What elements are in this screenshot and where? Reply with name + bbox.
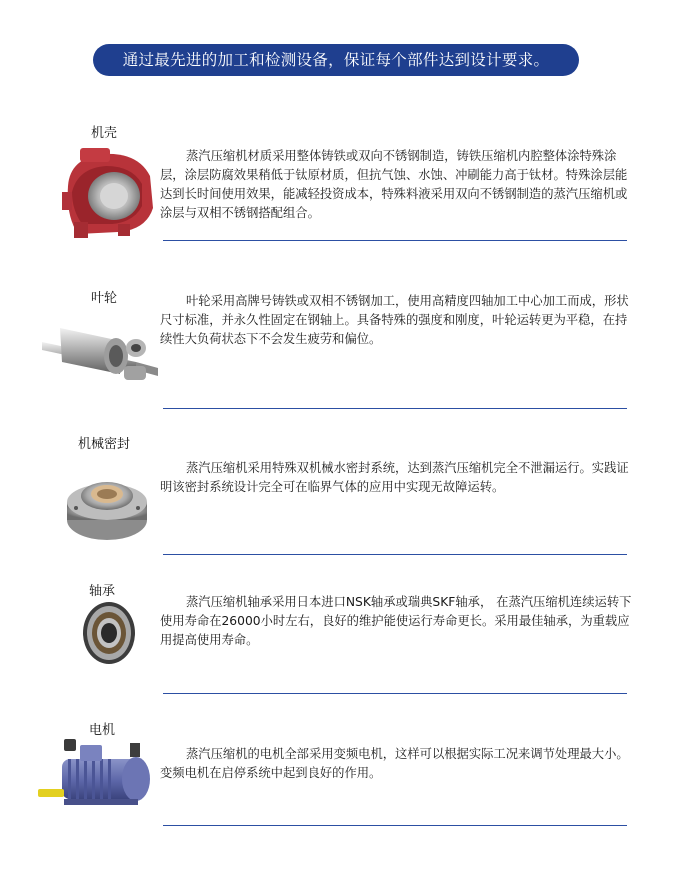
section-description: 蒸汽压缩机材质采用整体铸铁或双向不锈钢制造，铸铁压缩机内腔整体涂特殊涂层，涂层防腐效果稍低于钛原材质，但抗气蚀、水蚀、冲刷能力高于钛材。特殊涂层能达到长时间使用效果，能减轻投资成本，特殊料液采用双向不锈钢制造的蒸汽压缩机或涂层与双相不锈钢搭配组合。 [160,149,628,220]
section-title: 电机 [89,723,116,738]
electric-motor-icon [34,737,158,819]
bearing-icon [82,601,136,669]
section-description: 叶轮采用高牌号铸铁或双相不锈钢加工，使用高精度四轴加工中心加工而成，形状尺寸标准，并永久性固定在钢轴上。具备特殊的强度和刚度，叶轮运转更为平稳，在持续性大负荷状态下不会发生疲劳和偏位。 [160,294,629,346]
page-banner: 通过最先进的加工和检测设备，保证每个部件达到设计要求。 [93,44,579,76]
section-divider [163,240,627,241]
mechanical-seal-icon [62,470,152,558]
section-divider [163,408,627,409]
section-description: 蒸汽压缩机采用特殊双机械水密封系统，达到蒸汽压缩机完全不泄漏运行。实践证明该密封系统设计完全可在临界气体的应用中实现无故障运转。 [160,461,629,494]
section-title: 叶轮 [91,291,118,306]
section-title: 机械密封 [78,437,131,452]
section-description: 蒸汽压缩机的电机全部采用变频电机，这样可以根据实际工况来调节处理最大小。变频电机在启停系统中起到良好的作用。 [160,747,629,780]
section-divider [163,825,627,826]
compressor-casing-icon [58,146,158,244]
section-title: 轴承 [89,584,116,599]
section-description: 蒸汽压缩机轴承采用日本进口NSK轴承或瑞典SKF轴承， 在蒸汽压缩机连续运转下使用寿命在26000小时左右，良好的维护能使运行寿命更长。采用最佳轴承，为重载应用提高使用寿命。 [160,595,632,647]
section-title: 机壳 [91,126,118,141]
section-divider [163,693,627,694]
section-divider [163,554,627,555]
impeller-shaft-icon [40,318,160,392]
